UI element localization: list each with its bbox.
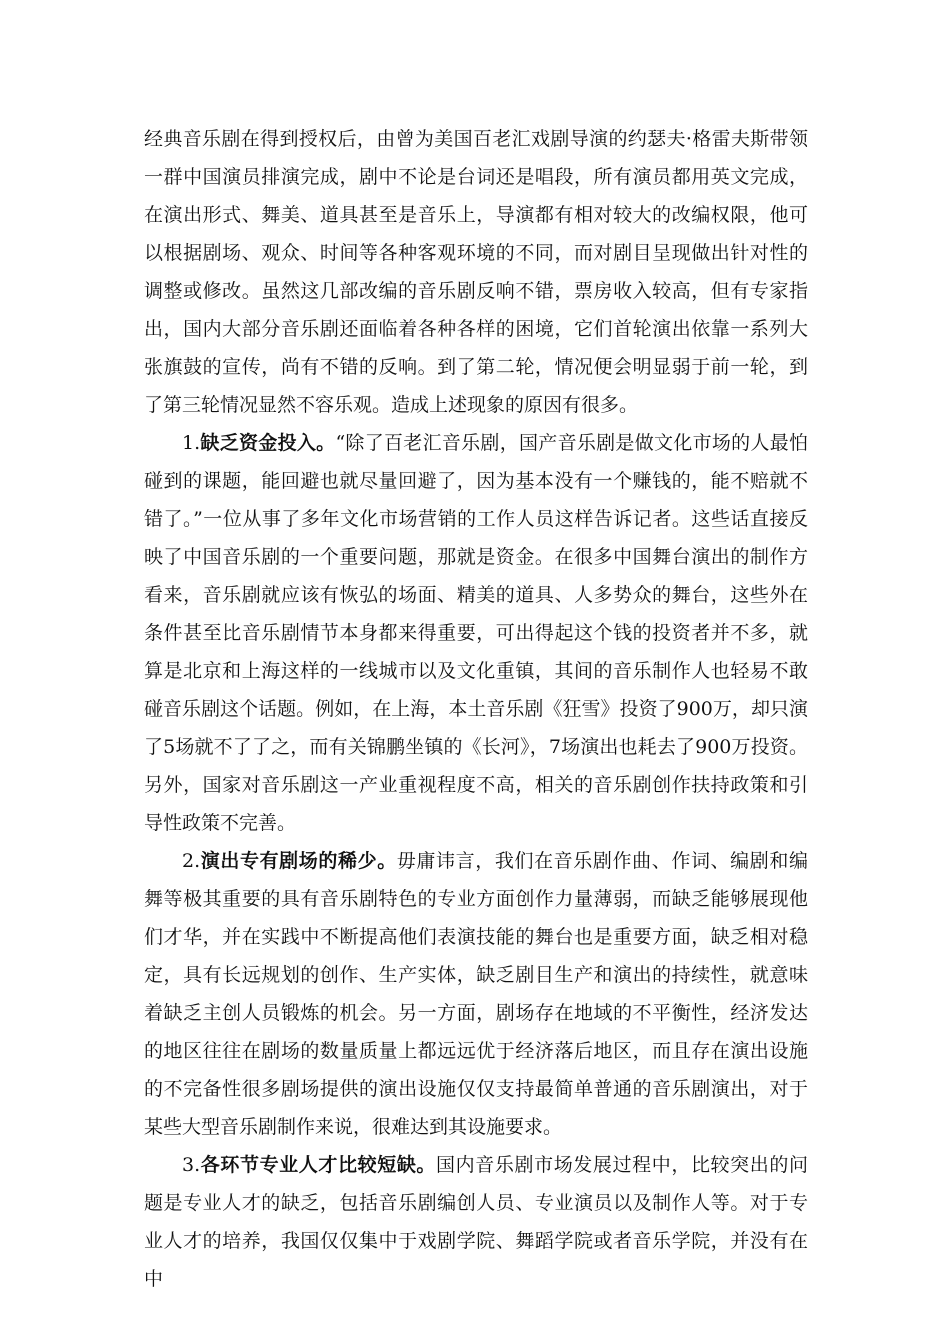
section-heading: 缺乏资金投入。 (200, 432, 336, 454)
body-paragraph-continued (144, 120, 808, 424)
section-paragraph-1 (144, 424, 808, 842)
paragraph-text: “除了百老汇音乐剧，国产音乐剧是做文化市场的人最怕碰到的课题，能回避也就尽量回避了，因为基本没有一个赚钱的，能不赔就不错了。”一位从事了多年文化市场营销的工作人员这样告诉记者。这些话直接反映了中国音乐剧的一个重要问题，那就是资金。在很多中国舞台演出的制作方看来，音乐剧就应该有恢弘的场面、精美的道具、人多势众的舞台，这些外在条件甚至比音乐剧情节本身都来得重要，可出得起这个钱的投资者并不多，就算是北京和上海这样的一线城市以及文化重镇，其间的音乐制作人也轻易不敢碰音乐剧这个话题。例如，在上海，本土音乐剧《狂雪》投资了900万，却只演了5场就不了了之，而有关锦鹏坐镇的《长河》，7场演出也耗去了900万投资。另外，国家对音乐剧这一产业重视程度不高，相关的音乐剧创作扶持政策和引导性政策不完善。 (144, 432, 808, 834)
section-number: 1. (182, 432, 201, 454)
paragraph-text: 经典音乐剧在得到授权后，由曾为美国百老汇戏剧导演的约瑟夫·格雷夫斯带领一群中国演员排演完成，剧中不论是台词还是唱段，所有演员都用英文完成，在演出形式、舞美、道具甚至是音乐上，导演都有相对较大的改编权限，他可以根据剧场、观众、时间等各种客观环境的不同，而对剧目呈现做出针对性的调整或修改。虽然这几部改编的音乐剧反响不错，票房收入较高，但有专家指出，国内大部分音乐剧还面临着各种各样的困境，它们首轮演出依靠一系列大张旗鼓的宣传，尚有不错的反响。到了第二轮，情况便会明显弱于前一轮，到了第三轮情况显然不容乐观。造成上述现象的原因有很多。 (144, 128, 808, 416)
paragraph-text: 国内音乐剧市场发展过程中，比较突出的问题是专业人才的缺乏，包括音乐剧编创人员、专业演员以及制作人等。对于专业人才的培养，我国仅仅集中于戏剧学院、舞蹈学院或者音乐学院，并没有在中 (144, 1154, 808, 1290)
section-heading: 演出专有剧场的稀少。 (200, 850, 397, 872)
document-page (144, 120, 808, 1298)
section-number: 2. (182, 850, 201, 872)
paragraph-text: 毋庸讳言，我们在音乐剧作曲、作词、编剧和编舞等极其重要的具有音乐剧特色的专业方面创作力量薄弱，而缺乏能够展现他们才华，并在实践中不断提高他们表演技能的舞台也是重要方面，缺乏相对稳定，具有长远规划的创作、生产实体，缺乏剧目生产和演出的持续性，就意味着缺乏主创人员锻炼的机会。另一方面，剧场存在地域的不平衡性，经济发达的地区往往在剧场的数量质量上都远远优于经济落后地区，而且存在演出设施的不完备性很多剧场提供的演出设施仅仅支持最简单普通的音乐剧演出，对于某些大型音乐剧制作来说，很难达到其设施要求。 (144, 850, 808, 1138)
section-paragraph-3 (144, 1146, 808, 1298)
section-heading: 各环节专业人才比较短缺。 (200, 1154, 437, 1176)
section-paragraph-2 (144, 842, 808, 1146)
section-number: 3. (182, 1154, 201, 1176)
